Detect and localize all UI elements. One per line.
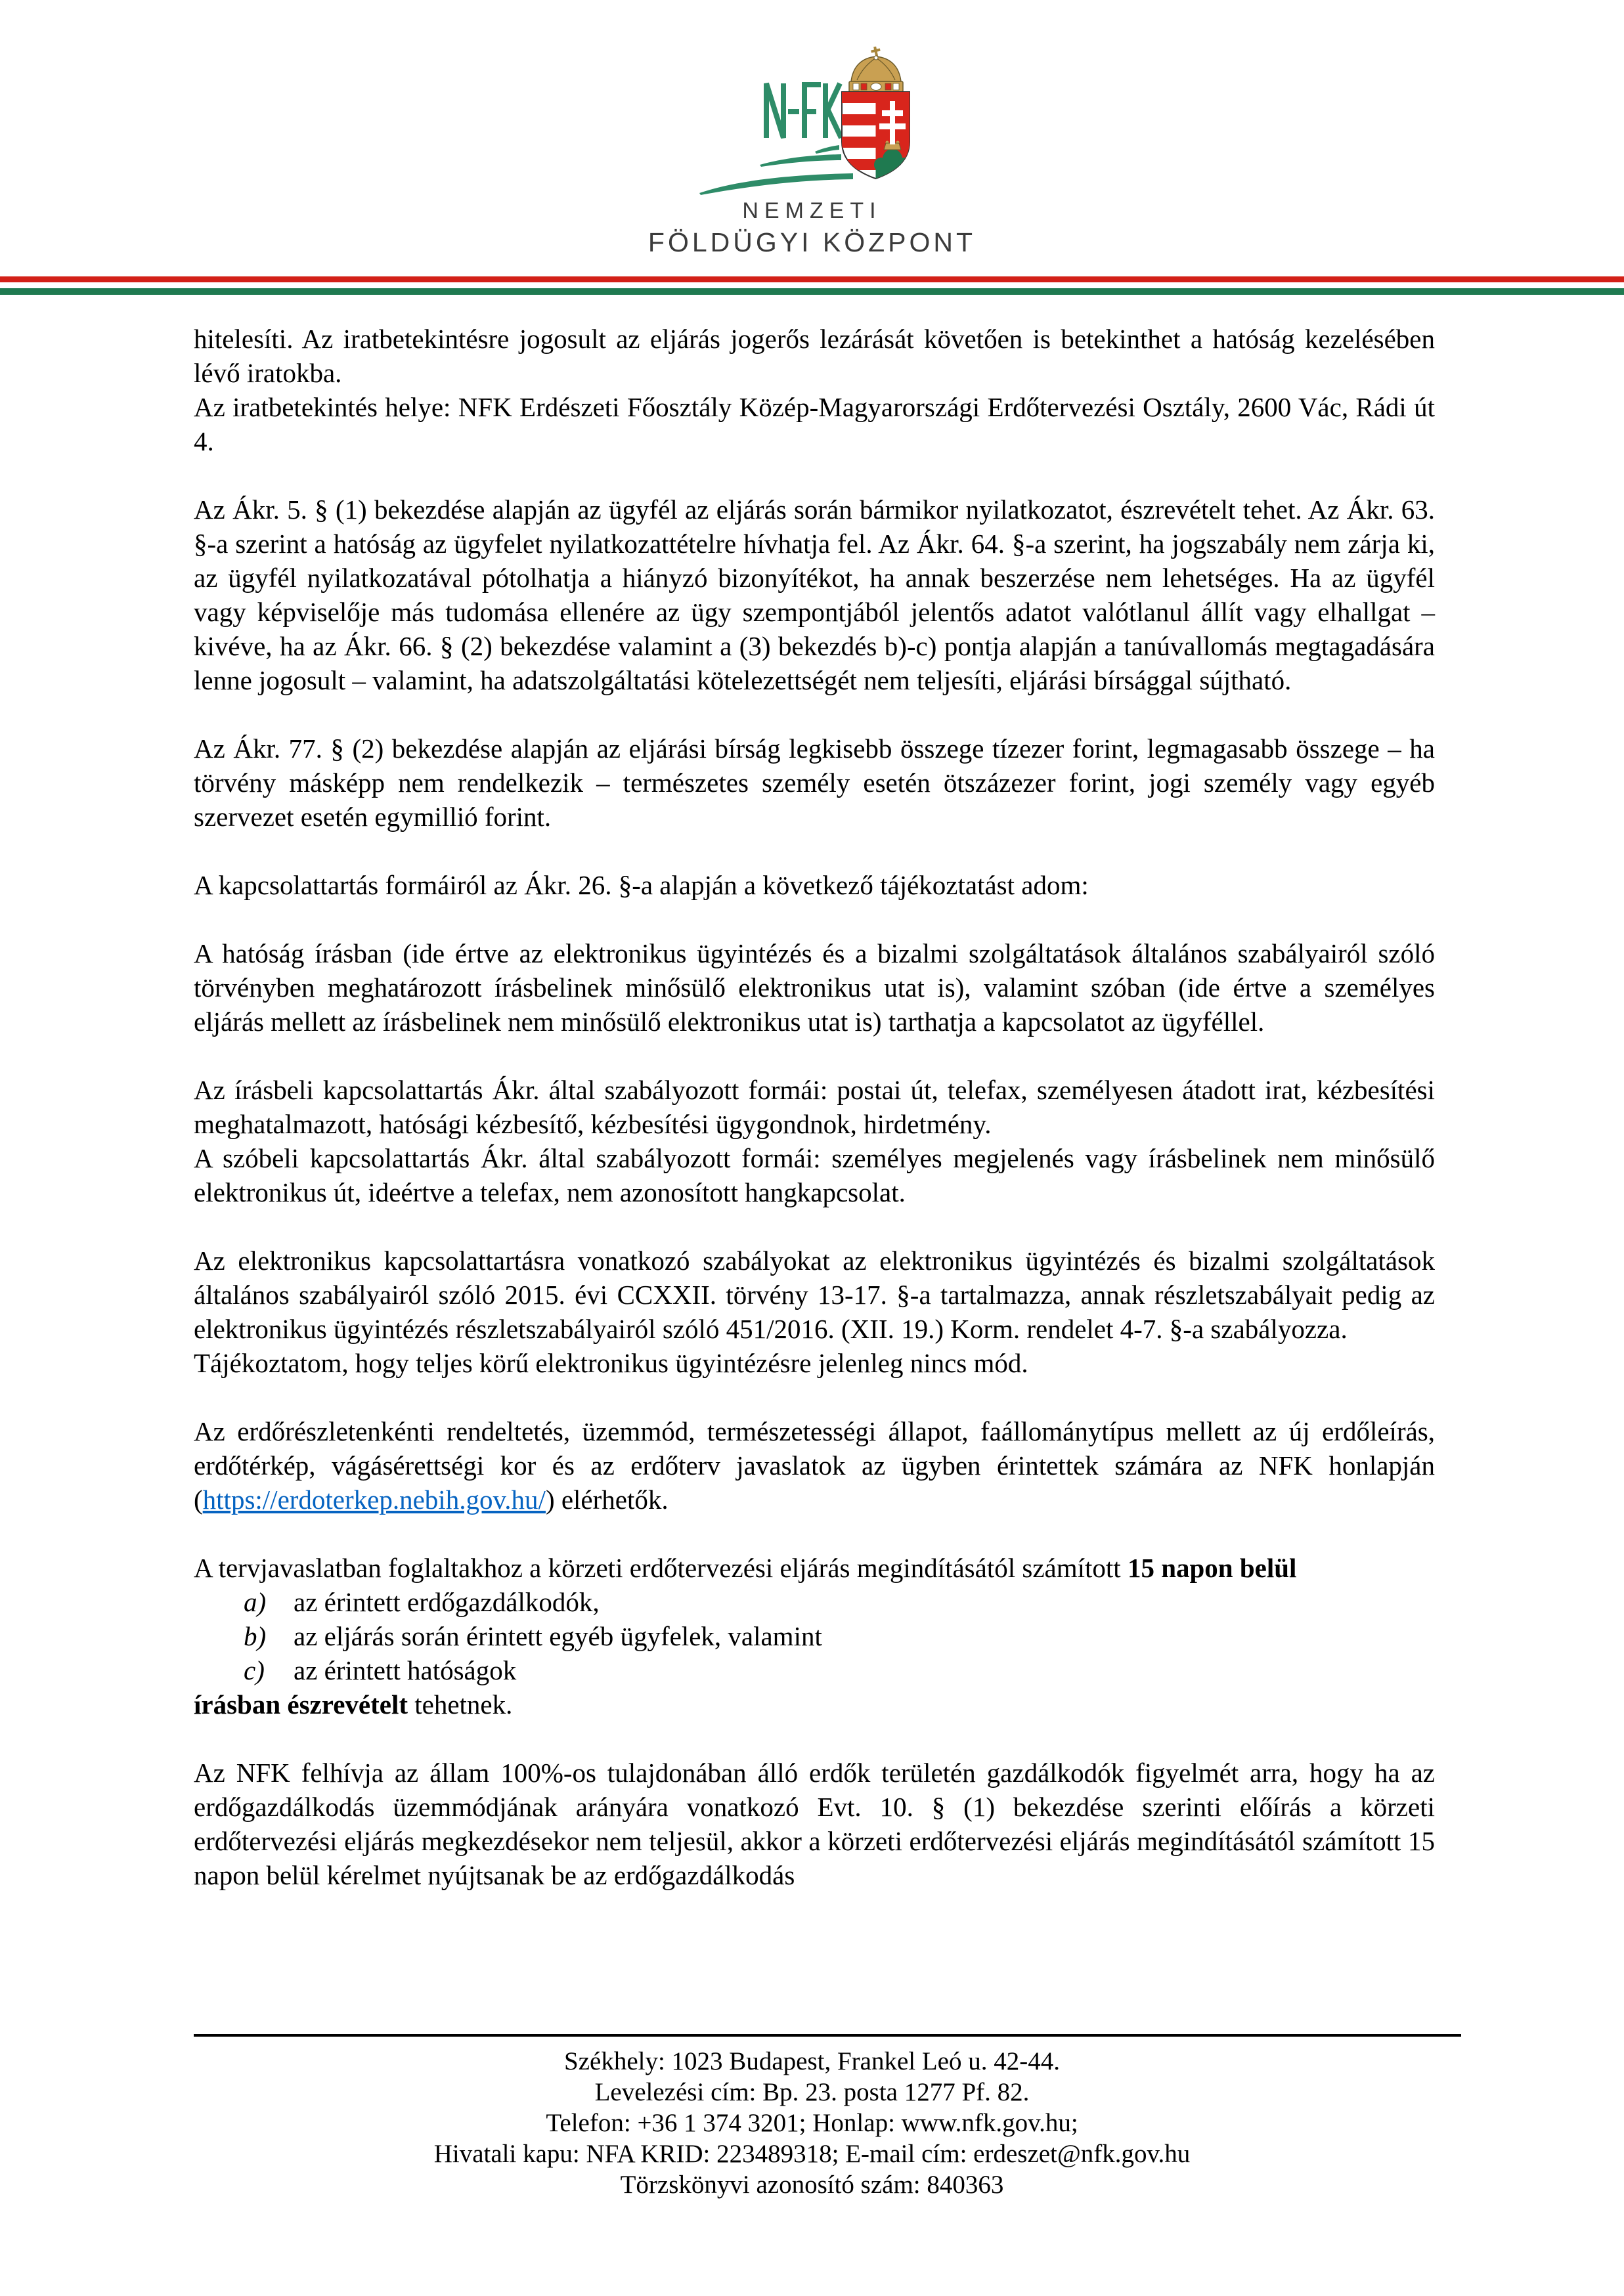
paragraph-elektronikus xyxy=(194,1244,1435,1380)
footer-line-telefon: Telefon: +36 1 374 3201; Honlap: www.nfk.gov.hu; xyxy=(546,2109,1078,2137)
paragraph-text: Az erdőrészletenkénti rendeltetés, üzemmód, természetességi állapot, faállománytípus mellett az új erdőleírás, erdőtérkép, vágásérettségi kor és az erdőterv javaslatok az ügyben érintettek számára az NFK honlapján ( xyxy=(194,1416,1435,1515)
list-item-text: az eljárás során érintett egyéb ügyfelek, valamint xyxy=(294,1621,822,1651)
org-name-line2: FÖLDÜGYI KÖZPONT xyxy=(647,227,977,257)
erdoterkep-link[interactable]: https://erdoterkep.nebih.gov.hu/ xyxy=(202,1484,546,1515)
tricolor-separator xyxy=(0,276,1624,295)
green-stripe xyxy=(0,288,1624,295)
footer-line-hivatali-kapu: Hivatali kapu: NFA KRID: 223489318; E-mail cím: erdeszet@nfk.gov.hu xyxy=(433,2140,1191,2168)
footer-line-levelezesi: Levelezési cím: Bp. 23. posta 1277 Pf. 82. xyxy=(594,2078,1030,2106)
paragraph-text: Az elektronikus kapcsolattartásra vonatkozó szabályokat az elektronikus ügyintézés és bizalmi szolgáltatások általános szabályairól szóló 2015. évi CCXXII. törvény 13-17. §-a tartalmazza, annak részletszabályait pedig az elektronikus ügyintézés részletszabályairól szóló 451/2016. (XII. 19.) Korm. rendelet 4-7. §-a szabályozza. xyxy=(194,1245,1435,1344)
bold-eszrevetel: írásban észrevételt xyxy=(194,1689,408,1720)
list-item-text: az érintett hatóságok xyxy=(294,1655,517,1685)
paragraph-nfk-felhivas: Az NFK felhívja az állam 100%-os tulajdonában álló erdők területén gazdálkodók figyelmét arra, hogy ha az erdőgazdálkodás üzemmódjának arányára vonatkozó Evt. 10. § (1) bekezdése szerinti előírás a körzeti erdőtervezési eljárás megkezdésekor nem teljesül, akkor a körzeti erdőtervezési eljárás megindításától számított 15 napon belül kérelmet nyújtsanak be az erdőgazdálkodás xyxy=(194,1758,1435,1890)
list-marker: b) xyxy=(244,1621,267,1651)
paragraph-irasbeli-szobeli xyxy=(194,1073,1435,1209)
paragraph-text: hitelesíti. Az iratbetekintésre jogosult az eljárás jogerős lezárását követően is betekinthet a hatóság kezelésében lévő iratokba. xyxy=(194,324,1435,388)
footer-line-torzskonyvi: Törzskönyvi azonosító szám: 840363 xyxy=(620,2171,1004,2199)
letterhead xyxy=(0,46,1624,258)
paragraph-akr77: Az Ákr. 77. § (2) bekezdése alapján az eljárási bírság legkisebb összege tízezer forint, legmagasabb összege – ha törvény másképp nem rendelkezik – természetes személy esetén ötszázezer forint, jogi személy vagy egyéb szervezet esetén egymillió forint. xyxy=(194,733,1435,832)
paragraph-text: ) elérhetők. xyxy=(545,1484,669,1515)
paragraph-akr5: Az Ákr. 5. § (1) bekezdése alapján az ügyfél az eljárás során bármikor nyilatkozatot, észrevételt tehet. Az Ákr. 63. §-a szerint a hatóság az ügyfelet nyilatkozattételre hívhatja fel. Az Ákr. 64. §-a szerint, ha jogszabály nem zárja ki, az ügyfél nyilatkozatával pótolhatja a hiányzó bizonyítékot, ha annak beszerzése nem lehetséges. Ha az ügyfél vagy képviselője más tudomása ellenére az ügy szempontjából jelentős adatot valótlanul állít vagy elhallgat – kivéve, ha az Ákr. 66. § (2) bekezdése valamint a (3) bekezdés b)-c) pontja alapján a tanúvallomás megtagadására lenne jogosult – valamint, ha adatszolgáltatási kötelezettségét nem teljesíti, eljárási bírsággal sújtható. xyxy=(194,494,1435,695)
coat-of-arms-shield xyxy=(842,92,911,179)
bold-deadline: 15 napon belül xyxy=(1127,1553,1297,1583)
paragraph-iratbetekintes xyxy=(194,322,1435,458)
list-item xyxy=(194,1619,1435,1653)
paragraph-kapcsolattartas-intro: A kapcsolattartás formáiról az Ákr. 26. §-a alapján a következő tájékoztatást adom: xyxy=(194,870,1089,900)
paragraph-text: Az írásbeli kapcsolattartás Ákr. által szabályozott formái: postai út, telefax, személyesen átadott irat, kézbesítési meghatalmazott, hatósági kézbesítő, kézbesítési ügygondnok, hirdetmény. xyxy=(194,1075,1435,1139)
paragraph-text: tehetnek. xyxy=(408,1689,513,1720)
footer-contact-block xyxy=(0,2046,1624,2200)
paragraph-erdoreszlet xyxy=(194,1414,1435,1517)
nfk-logo xyxy=(688,46,937,198)
white-stripe xyxy=(0,282,1624,288)
paragraph-hatosag-irasban: A hatóság írásban (ide értve az elektronikus ügyintézés és a bizalmi szolgáltatások általános szabályairól szóló törvényben meghatározott írásbelinek minősülő elektronikus utat is), valamint szóban (ide értve a személyes eljárás mellett az írásbelinek nem minősülő elektronikus utat is) tarthatja a kapcsolatot az ügyféllel. xyxy=(194,938,1435,1037)
list-item xyxy=(194,1585,1435,1619)
paragraph-text: A szóbeli kapcsolattartás Ákr. által szabályozott formái: személyes megjelenés vagy írásbelinek nem minősülő elektronikus út, ideértve a telefax, nem azonosított hangkapcsolat. xyxy=(194,1143,1435,1207)
paragraph-text: A tervjavaslatban foglaltakhoz a körzeti erdőtervezési eljárás megindításától számított xyxy=(194,1553,1128,1583)
letter-footer xyxy=(0,2034,1624,2200)
list-closing xyxy=(194,1687,1435,1722)
org-name-line1: NEMZETI xyxy=(742,198,882,223)
red-stripe xyxy=(0,276,1624,282)
list-item xyxy=(194,1653,1435,1687)
list-marker: a) xyxy=(244,1587,267,1617)
footer-line-szekhely: Székhely: 1023 Budapest, Frankel Leó u. 42-44. xyxy=(564,2047,1060,2075)
footer-divider xyxy=(194,2034,1461,2037)
paragraph-text: Az iratbetekintés helye: NFK Erdészeti Főosztály Közép-Magyarországi Erdőtervezési Osztály, 2600 Vác, Rádi út 4. xyxy=(194,392,1435,456)
paragraph-tervjavaslat xyxy=(194,1551,1435,1722)
paragraph-text: Tájékoztatom, hogy teljes körű elektronikus ügyintézésre jelenleg nincs mód. xyxy=(194,1348,1028,1378)
letter-body xyxy=(194,322,1435,1926)
list-intro xyxy=(194,1551,1435,1585)
list-item-text: az érintett erdőgazdálkodók, xyxy=(294,1587,600,1617)
nfk-letters xyxy=(766,83,841,138)
logo-swoosh xyxy=(699,145,853,195)
list-marker: c) xyxy=(244,1655,265,1685)
